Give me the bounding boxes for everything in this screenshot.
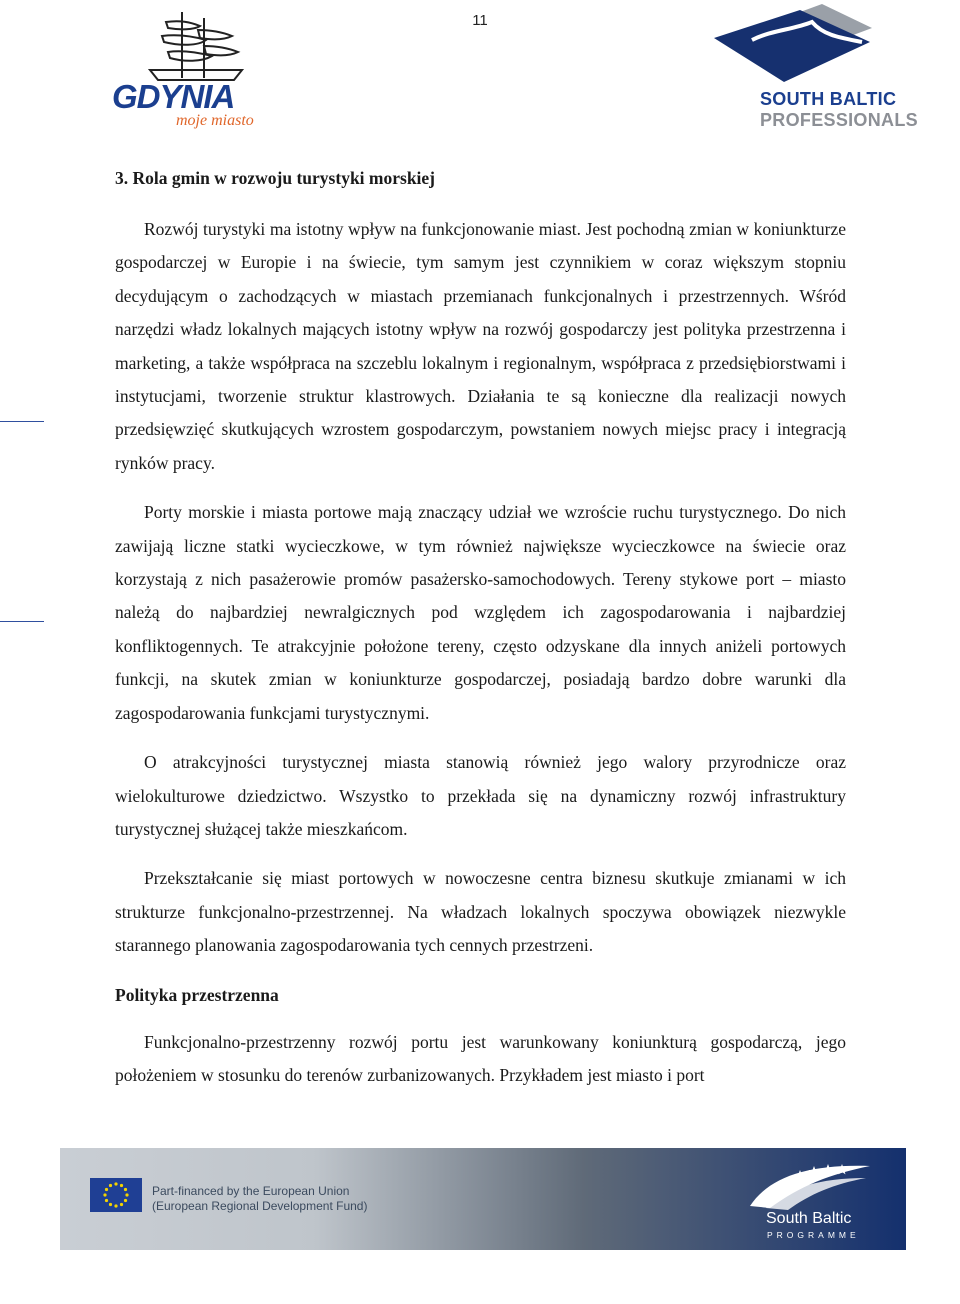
programme-label: PROGRAMME	[767, 1230, 860, 1240]
logo-line-professionals: PROFESSIONALS	[760, 110, 918, 130]
section-title: 3. Rola gmin w rozwoju turystyki morskiej	[115, 168, 436, 188]
eu-funding-line: (European Regional Development Fund)	[152, 1199, 368, 1213]
footer-banner	[60, 1148, 906, 1250]
logo-line-south-baltic: SOUTH BALTIC	[760, 89, 897, 109]
gdynia-wordmark: GDYNIA	[112, 78, 235, 115]
eu-funding-line: Part-financed by the European Union	[152, 1184, 350, 1198]
paragraph: O atrakcyjności turystycznej miasta stanowią również jego walory przyrodnicze oraz wielokulturowe dziedzictwo. Wszystko to przekłada się na dynamiczny rozwój infrastruktury turystycznej służącej także mieszkańcom.	[115, 752, 846, 839]
eu-funding-note	[152, 1184, 367, 1214]
paragraph: Rozwój turystyki ma istotny wpływ na funkcjonowanie miast. Jest pochodną zmian w koniunkturze gospodarczej w Europie i na świecie, tym samym jest czynnikiem w coraz większym stopniu decydującym o zachodzących w miastach przemianach funkcjonalnych i przestrzennych. Wśród narzędzi władz lokalnych mających istotny wpływ na rozwój gospodarczy jest polityka przestrzenna i marketing, a także współpraca na szczeblu lokalnym i regionalnym, współpraca z przedsiębiorstwami i instytucjami, tworzenie struktur klastrowych. Działania te są konieczne dla realizacji nowych przedsięwzięć skutkujących wzrostem gospodarczym, powstaniem nowych miejsc pracy i integracją rynków pracy.	[115, 219, 846, 473]
document-body	[115, 162, 846, 1108]
margin-marker	[0, 621, 44, 622]
programme-name: South Baltic	[766, 1210, 852, 1227]
sailing-ship-icon	[110, 8, 265, 88]
paragraph: Funkcjonalno-przestrzenny rozwój portu jest warunkowany koniunkturą gospodarczą, jego położeniem w stosunku do terenów zurbanizowanych. Przykładem jest miasto i port	[115, 1031, 846, 1085]
wave-emblem-icon	[712, 0, 912, 90]
gdynia-subtitle: moje miasto	[176, 112, 254, 129]
south-baltic-professionals-logo	[712, 0, 918, 135]
south-baltic-programme-logo	[730, 1156, 890, 1246]
wave-stars-icon	[730, 1156, 890, 1212]
paragraph: Porty morskie i miasta portowe mają znaczący udział we wzroście ruchu turystycznego. Do nich zawijają liczne statki wycieczkowe, w tym również największe wycieczkowce na świecie oraz korzystają z nich pasażerowie promów pasażersko-samochodowych. Tereny stykowe port – miasto należą do najbardziej newralgicznych pod względem ich zagospodarowania i najbardziej konfliktogennych. Te atrakcyjnie położone tereny, często odzyskane dla innych aniżeli portowych funkcji, na skutek zmian w koniunkturze gospodarczej, posiadają bardzo dobre warunki dla zagospodarowania funkcjami turystycznymi.	[115, 502, 846, 723]
eu-flag-icon	[90, 1178, 142, 1212]
page-number: 11	[472, 12, 488, 29]
paragraph: Przekształcanie się miast portowych w nowoczesne centra biznesu skutkuje zmianami w ich strukturze funkcjonalno-przestrzennej. Na władzach lokalnych spoczywa obowiązek niezwykle starannego planowania zagospodarowania tych cennych przestrzeni.	[115, 868, 846, 956]
gdynia-logo	[110, 8, 265, 128]
subsection-title: Polityka przestrzenna	[115, 984, 279, 1005]
margin-marker	[0, 421, 44, 422]
